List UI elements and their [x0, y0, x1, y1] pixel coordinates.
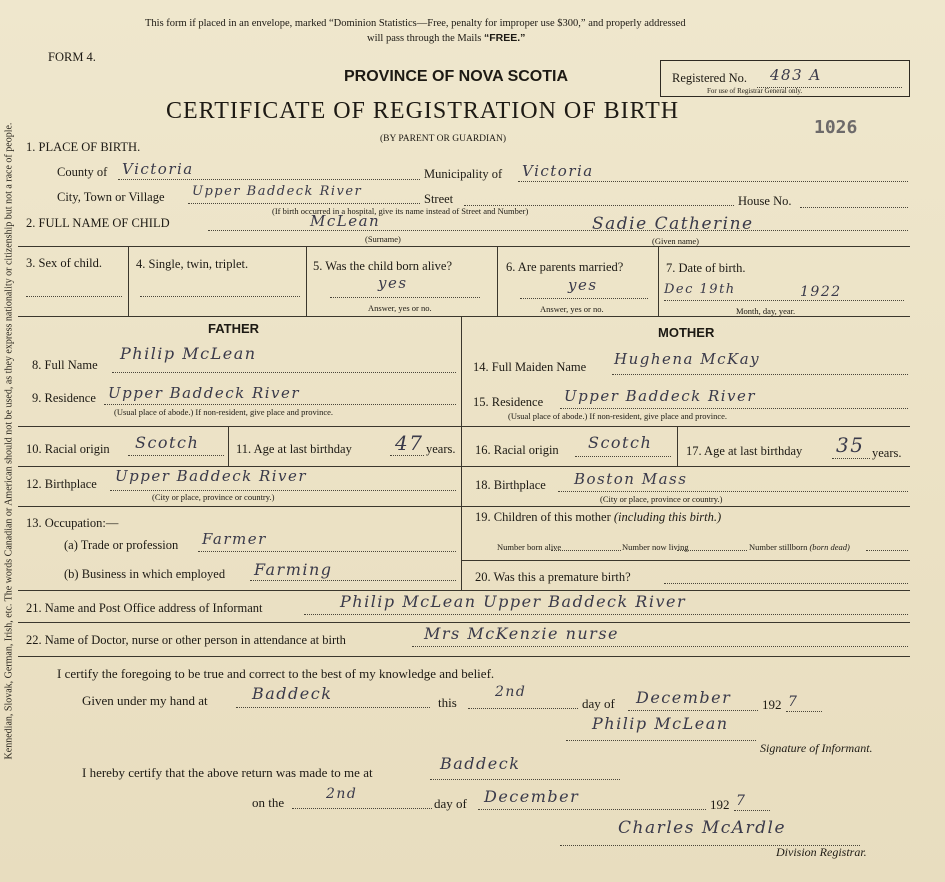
side-notice-text: Kennedian, Slovak, German, Irish, etc. The words Canadian or American should not be used, as they express nationality or citizenship but not a race of people.	[3, 122, 15, 760]
subtitle: (BY PARENT OR GUARDIAN)	[380, 134, 507, 144]
registered-label: Registered No.	[672, 71, 747, 85]
premature-dotline	[664, 583, 908, 584]
form-number: FORM 4.	[48, 50, 96, 64]
registrar-year-dotline	[734, 810, 770, 811]
details-divider-4	[658, 246, 659, 316]
father-birthplace-caption: (City or place, province or country.)	[152, 492, 275, 502]
children-label-italic: (including this birth.)	[613, 510, 722, 524]
mother-birthplace-caption: (City or place, province or country.)	[600, 494, 723, 504]
married-caption: Answer, yes or no.	[540, 304, 604, 314]
municipality-label: Municipality of	[424, 167, 503, 181]
registrar-signature: Charles McArdle	[618, 818, 787, 838]
registrar-year-value: 7	[736, 793, 747, 809]
mother-age-label: 17. Age at last birthday	[686, 444, 803, 458]
registrar-day-of-label: day of	[434, 796, 467, 811]
sex-label: 3. Sex of child.	[26, 256, 103, 270]
on-the-label: on the	[252, 795, 285, 810]
hospital-note: (If birth occurred in a hospital, give its name instead of Street and Number)	[272, 206, 529, 216]
mother-residence-dotline	[560, 408, 908, 409]
given-year-dotline	[786, 711, 822, 712]
county-value: Victoria	[122, 160, 194, 178]
child-given-caption: (Given name)	[652, 236, 699, 246]
mail-notice-line2-text: will pass through the Mails	[367, 33, 482, 44]
given-place-value: Baddeck	[252, 684, 333, 703]
date-of-birth-year: 1922	[800, 284, 842, 300]
mother-birthplace-dotline	[558, 491, 908, 492]
day-of-label: day of	[582, 696, 615, 711]
father-residence-caption: (Usual place of abode.) If non-resident, give place and province.	[114, 407, 334, 417]
mother-residence-value: Upper Baddeck River	[564, 387, 757, 405]
born-alive-count-label: Number born alive	[497, 542, 562, 552]
doctor-value: Mrs McKenzie nurse	[424, 624, 620, 643]
trade-dotline	[198, 551, 456, 552]
registered-value: 483 A	[770, 66, 822, 84]
child-given-value: Sadie Catherine	[592, 214, 754, 234]
father-age-label: 11. Age at last birthday	[236, 442, 352, 456]
date-of-birth-day: Dec 19th	[664, 282, 736, 297]
father-age-value: 47	[395, 431, 424, 455]
child-name-dotline	[208, 230, 908, 231]
house-dotline	[800, 207, 908, 208]
married-label: 6. Are parents married?	[506, 260, 624, 274]
now-living-dotline	[677, 550, 747, 551]
given-place-dotline	[236, 707, 430, 708]
mail-notice-line2	[367, 32, 525, 44]
registrar-caption: Division Registrar.	[776, 845, 867, 859]
county-dotline	[118, 179, 420, 180]
informant-top-rule	[18, 590, 910, 591]
father-name-value: Philip McLean	[120, 344, 257, 363]
born-alive-dotline	[330, 297, 480, 298]
registrar-place-value: Baddeck	[440, 754, 521, 773]
father-racial-label: 10. Racial origin	[26, 442, 110, 456]
details-bottom-rule	[18, 316, 910, 317]
born-alive-count-dotline	[551, 550, 621, 551]
father-residence-dotline	[104, 404, 456, 405]
city-dotline	[188, 203, 420, 204]
father-age-dotline	[390, 455, 424, 456]
informant-label: 21. Name and Post Office address of Informant	[26, 601, 263, 615]
racial-top-rule	[18, 426, 910, 427]
children-label-text: 19. Children of this mother	[475, 510, 611, 524]
children-label	[475, 510, 721, 525]
certify-top-rule	[18, 656, 910, 657]
stillborn-dotline	[866, 550, 908, 551]
registrar-statement: I hereby certify that the above return was made to me at	[82, 765, 373, 780]
business-dotline	[250, 580, 456, 581]
business-value: Farming	[254, 560, 333, 579]
mother-racial-dotline	[575, 456, 671, 457]
details-divider-2	[306, 246, 307, 316]
city-label: City, Town or Village	[57, 190, 165, 204]
mother-age-dotline	[832, 458, 870, 459]
occupation-label: 13. Occupation:—	[26, 516, 119, 530]
mail-notice-free: “FREE.”	[483, 32, 526, 44]
given-year-prefix: 192	[762, 697, 782, 712]
date-of-birth-dotline	[664, 300, 904, 301]
mother-maiden-value: Hughena McKay	[614, 350, 761, 368]
stillborn-label	[749, 542, 850, 552]
born-alive-label: 5. Was the child born alive?	[313, 259, 453, 273]
mother-maiden-dotline	[612, 374, 908, 375]
house-label: House No.	[738, 194, 792, 208]
informant-dotline	[304, 614, 908, 615]
trade-value: Farmer	[202, 530, 267, 548]
sex-dotline	[26, 296, 122, 297]
given-under-label: Given under my hand at	[82, 693, 208, 708]
given-month-value: December	[636, 688, 732, 707]
mother-maiden-label: 14. Full Maiden Name	[473, 360, 587, 374]
father-birthplace-label: 12. Birthplace	[26, 477, 97, 491]
father-heading: FATHER	[208, 321, 260, 336]
municipality-value: Victoria	[522, 162, 594, 180]
premature-label: 20. Was this a premature birth?	[475, 570, 631, 584]
side-notice-strip	[0, 0, 18, 882]
married-dotline	[520, 298, 648, 299]
single-twin-dotline	[140, 296, 300, 297]
father-racial-value: Scotch	[135, 433, 200, 452]
trade-label: (a) Trade or profession	[64, 538, 179, 552]
stamp-number: 1026	[814, 117, 858, 138]
municipality-dotline	[518, 181, 908, 182]
place-of-birth-label: 1. PLACE OF BIRTH.	[26, 140, 141, 154]
father-residence-value: Upper Baddeck River	[108, 384, 301, 402]
father-birthplace-value: Upper Baddeck River	[115, 467, 308, 485]
given-day-value: 2nd	[495, 684, 527, 700]
given-year-value: 7	[788, 694, 799, 710]
premature-top-rule	[461, 560, 910, 561]
details-divider-1	[128, 246, 129, 316]
mother-birthplace-label: 18. Birthplace	[475, 478, 546, 492]
registrar-place-dotline	[430, 779, 620, 780]
registrar-month-value: December	[484, 787, 580, 806]
mother-birthplace-value: Boston Mass	[574, 470, 688, 488]
business-label: (b) Business in which employed	[64, 567, 226, 581]
details-top-rule	[18, 246, 910, 247]
father-residence-label: 9. Residence	[32, 391, 96, 405]
mother-age-value: 35	[836, 433, 865, 457]
certify-statement: I certify the foregoing to be true and correct to the best of my knowledge and belief.	[57, 666, 495, 681]
father-name-label: 8. Full Name	[32, 358, 98, 372]
registrar-year-prefix: 192	[710, 797, 730, 812]
informant-signature: Philip McLean	[592, 714, 729, 733]
father-racial-divider	[228, 426, 229, 466]
details-divider-3	[497, 246, 498, 316]
informant-signature-caption: Signature of Informant.	[760, 741, 873, 755]
stillborn-note: (born dead)	[809, 542, 850, 552]
doctor-top-rule	[18, 622, 910, 623]
mother-residence-label: 15. Residence	[473, 395, 544, 409]
mother-racial-label: 16. Racial origin	[475, 443, 559, 457]
mother-years-label: years.	[872, 446, 902, 460]
county-label: County of	[57, 165, 108, 179]
now-living-label: Number now living	[622, 542, 689, 552]
stillborn-label-text: Number stillborn	[749, 542, 808, 552]
born-alive-value: yes	[378, 274, 408, 292]
child-surname-value: McLean	[310, 212, 381, 230]
province-heading: PROVINCE OF NOVA SCOTIA	[344, 68, 569, 85]
mother-racial-value: Scotch	[588, 433, 653, 452]
informant-signature-dotline	[566, 740, 756, 741]
registrar-day-value: 2nd	[326, 786, 358, 802]
registered-note: For use of Registrar General only.	[707, 87, 803, 95]
mother-racial-divider	[677, 426, 678, 466]
given-day-dotline	[468, 708, 578, 709]
father-name-dotline	[112, 372, 456, 373]
child-surname-caption: (Surname)	[365, 234, 401, 244]
city-value: Upper Baddeck River	[192, 184, 363, 199]
doctor-label: 22. Name of Doctor, nurse or other person in attendance at birth	[26, 633, 346, 647]
given-month-dotline	[628, 710, 758, 711]
registrar-month-dotline	[478, 809, 706, 810]
single-twin-label: 4. Single, twin, triplet.	[136, 257, 249, 271]
born-alive-caption: Answer, yes or no.	[368, 303, 432, 313]
father-birthplace-dotline	[110, 490, 456, 491]
mother-residence-caption: (Usual place of abode.) If non-resident, give place and province.	[508, 411, 728, 421]
father-years-label: years.	[426, 442, 456, 456]
date-of-birth-label: 7. Date of birth.	[666, 261, 746, 275]
informant-value: Philip McLean Upper Baddeck River	[340, 592, 687, 611]
date-of-birth-caption: Month, day, year.	[736, 306, 796, 316]
father-racial-dotline	[128, 455, 224, 456]
doctor-dotline	[412, 646, 908, 647]
mother-heading: MOTHER	[658, 325, 715, 340]
page-title: CERTIFICATE OF REGISTRATION OF BIRTH	[166, 98, 680, 124]
married-value: yes	[568, 276, 598, 294]
street-label: Street	[424, 192, 454, 206]
parents-divider	[461, 316, 462, 590]
registrar-day-dotline	[292, 808, 432, 809]
occupation-top-rule	[18, 506, 910, 507]
mail-notice-line1: This form if placed in an envelope, marked “Dominion Statistics—Free, penalty for improper use $300,” and properly addressed	[145, 18, 686, 29]
this-label: this	[438, 695, 457, 710]
child-name-label: 2. FULL NAME OF CHILD	[26, 216, 170, 230]
